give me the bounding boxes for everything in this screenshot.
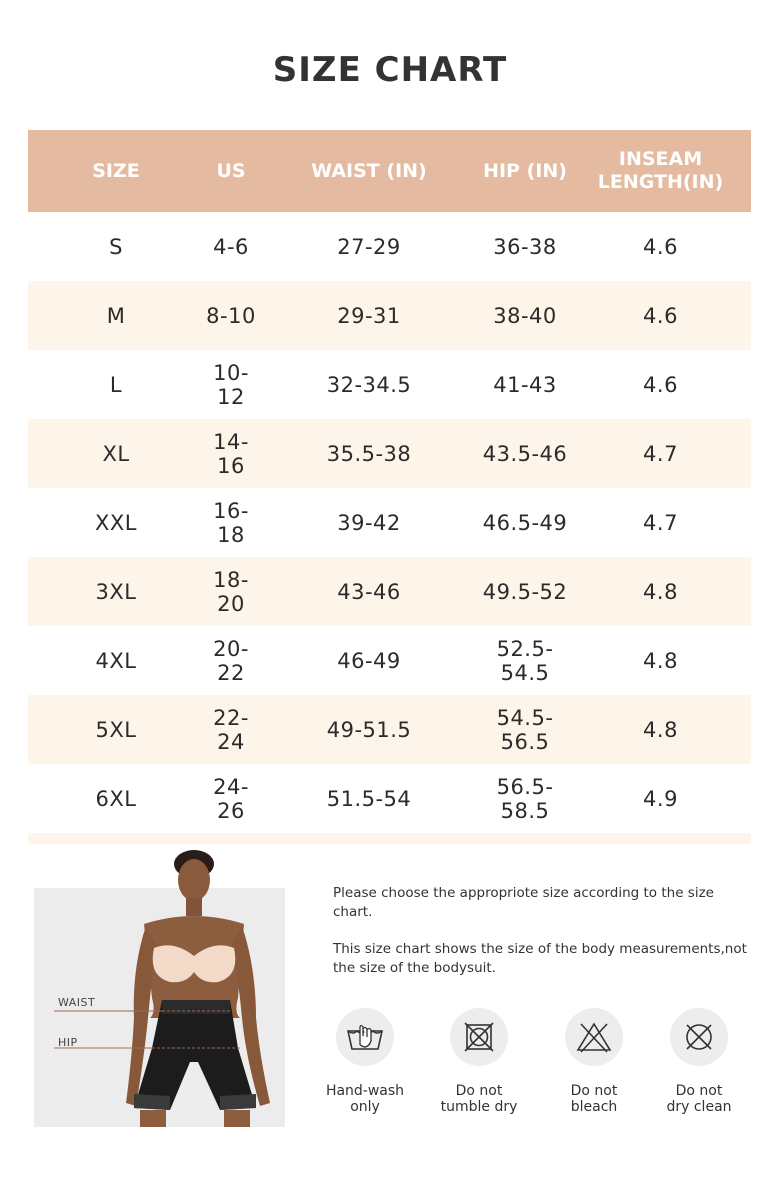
cell-inseam: 4.6 <box>643 303 678 328</box>
cell-us: 10-12 <box>213 360 249 409</box>
size-chart-table <box>28 130 751 844</box>
table-row <box>28 764 751 833</box>
table-body <box>28 212 751 833</box>
header-hip: HIP (IN) <box>483 159 567 182</box>
cell-us: 4-6 <box>213 234 249 259</box>
header-inseam-label: INSEAM LENGTH(IN) <box>597 148 724 193</box>
cell-us: 16-18 <box>213 498 249 547</box>
table-row <box>28 626 751 695</box>
cell-us: 20-22 <box>213 636 249 685</box>
header-inseam <box>570 148 751 194</box>
cell-us: 14-16 <box>213 429 249 478</box>
cell-size: S <box>109 234 123 259</box>
care-no-bleach <box>534 1008 654 1115</box>
cell-inseam: 4.8 <box>643 579 678 604</box>
cell-hip: 54.5-56.5 <box>496 705 554 754</box>
cell-us: 22-24 <box>213 705 249 754</box>
cell-waist: 49-51.5 <box>326 717 412 742</box>
cell-waist: 51.5-54 <box>326 786 412 811</box>
cell-waist: 46-49 <box>337 648 401 673</box>
table-row <box>28 281 751 350</box>
care-label-no-dry-clean: Do not dry clean <box>666 1083 732 1115</box>
cell-waist: 29-31 <box>337 303 401 328</box>
cell-waist: 35.5-38 <box>326 441 412 466</box>
cell-inseam: 4.7 <box>643 510 678 535</box>
cell-hip: 36-38 <box>493 234 557 259</box>
cell-inseam: 4.6 <box>643 372 678 397</box>
cell-size: 3XL <box>95 579 137 604</box>
cell-us: 18-20 <box>213 567 249 616</box>
cell-inseam: 4.8 <box>643 717 678 742</box>
table-row <box>28 212 751 281</box>
care-no-dry-clean <box>639 1008 759 1115</box>
cell-size: L <box>109 372 123 397</box>
cell-waist: 39-42 <box>337 510 401 535</box>
cell-waist: 43-46 <box>337 579 401 604</box>
cell-hip: 52.5-54.5 <box>496 636 554 685</box>
page-title: SIZE CHART <box>272 50 508 90</box>
cell-inseam: 4.7 <box>643 441 678 466</box>
waist-label: WAIST <box>58 996 96 1009</box>
model-illustration <box>34 848 285 1127</box>
header-us: US <box>216 159 246 182</box>
header-size: SIZE <box>92 159 140 182</box>
cell-inseam: 4.6 <box>643 234 678 259</box>
care-label-no-tumble-dry: Do not tumble dry <box>440 1083 518 1115</box>
cell-size: M <box>106 303 126 328</box>
cell-hip: 56.5-58.5 <box>496 774 554 823</box>
cell-hip: 43.5-46 <box>482 441 568 466</box>
do-not-bleach-icon <box>565 1008 623 1066</box>
header-waist: WAIST (IN) <box>311 159 427 182</box>
table-row <box>28 419 751 488</box>
note-body-measurements: This size chart shows the size of the body measurements,not the size of the bodysuit. <box>333 941 747 976</box>
cell-size: 6XL <box>95 786 137 811</box>
model-figure <box>34 848 285 1127</box>
cell-hip: 49.5-52 <box>482 579 568 604</box>
cell-hip: 38-40 <box>493 303 557 328</box>
cell-hip: 41-43 <box>493 372 557 397</box>
table-bottom-strip <box>28 833 751 844</box>
cell-hip: 46.5-49 <box>482 510 568 535</box>
care-hand-wash <box>305 1008 425 1115</box>
cell-waist: 27-29 <box>337 234 401 259</box>
size-notes <box>333 884 753 996</box>
table-row <box>28 488 751 557</box>
table-header <box>28 130 751 212</box>
table-row <box>28 557 751 626</box>
do-not-dry-clean-icon <box>670 1008 728 1066</box>
cell-inseam: 4.8 <box>643 648 678 673</box>
cell-size: XL <box>102 441 130 466</box>
do-not-tumble-dry-icon <box>450 1008 508 1066</box>
cell-us: 24-26 <box>213 774 249 823</box>
cell-waist: 32-34.5 <box>326 372 412 397</box>
cell-size: 5XL <box>95 717 137 742</box>
cell-size: XXL <box>95 510 137 535</box>
care-label-no-bleach: Do not bleach <box>570 1083 618 1115</box>
hip-label: HIP <box>58 1036 78 1049</box>
table-row <box>28 695 751 764</box>
care-no-tumble-dry <box>419 1008 539 1115</box>
table-row <box>28 350 751 419</box>
note-choose-size: Please choose the appropriote size according to the size chart. <box>333 885 714 920</box>
hand-wash-icon <box>336 1008 394 1066</box>
cell-us: 8-10 <box>206 303 256 328</box>
cell-inseam: 4.9 <box>643 786 678 811</box>
care-label-hand-wash: Hand-wash only <box>325 1083 405 1115</box>
cell-size: 4XL <box>95 648 137 673</box>
